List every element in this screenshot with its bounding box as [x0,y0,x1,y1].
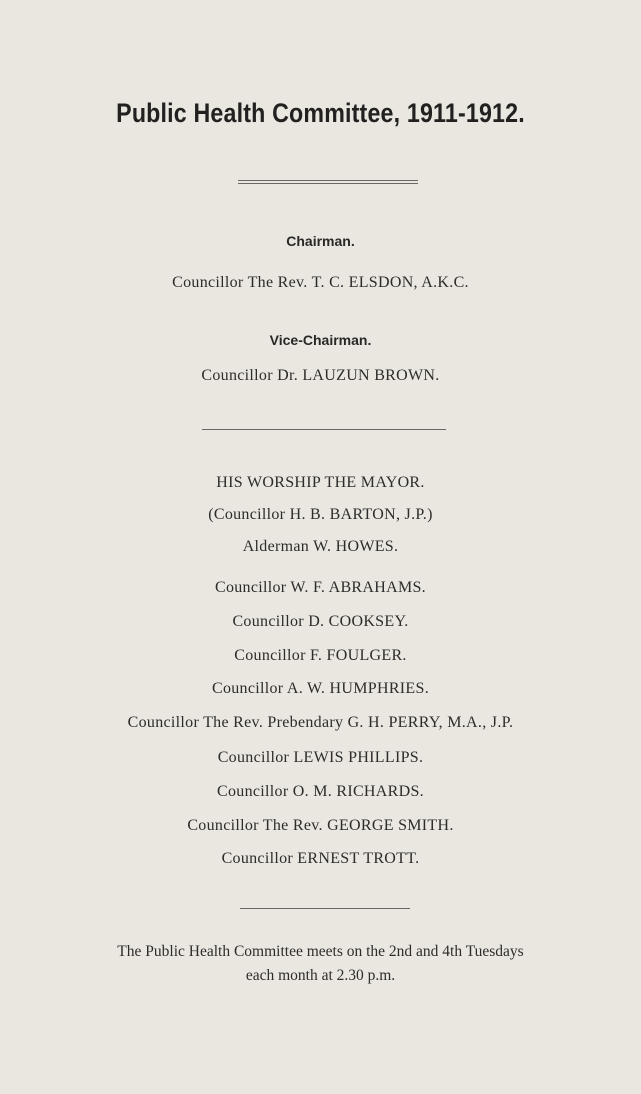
section-divider [202,429,446,430]
member-line: HIS WORSHIP THE MAYOR. [216,474,425,491]
vice-chairman-name: Councillor Dr. LAUZUN BROWN. [201,367,440,384]
member-line: Councillor O. M. RICHARDS. [217,783,424,800]
vice-chairman-heading: Vice-Chairman. [269,332,372,348]
chairman-heading: Chairman. [286,233,355,249]
member-line: Councillor D. COOKSEY. [232,613,409,630]
meeting-note-line-1: The Public Health Committee meets on the 2nd and 4th Tuesdays [117,943,524,960]
document-title: Public Health Committee, 1911-1912. [116,98,525,128]
member-line: Councillor The Rev. GEORGE SMITH. [187,817,454,834]
member-line: Councillor W. F. ABRAHAMS. [214,579,426,596]
member-line: Councillor The Rev. Prebendary G. H. PERRY, M.A., J.P. [127,714,514,731]
footer-divider [240,908,410,909]
meeting-note-line-2: each month at 2.30 p.m. [245,967,396,984]
title-divider [238,180,418,184]
member-line: Councillor A. W. HUMPHRIES. [211,680,429,697]
member-line: Councillor LEWIS PHILLIPS. [217,749,424,766]
meeting-note [40,940,601,988]
member-line: Alderman W. HOWES. [242,538,399,555]
chairman-name: Councillor The Rev. T. C. ELSDON, A.K.C. [172,274,469,291]
member-line: (Councillor H. B. BARTON, J.P.) [208,506,433,523]
member-line: Councillor ERNEST TROTT. [221,850,420,867]
member-line: Councillor F. FOULGER. [234,647,407,664]
